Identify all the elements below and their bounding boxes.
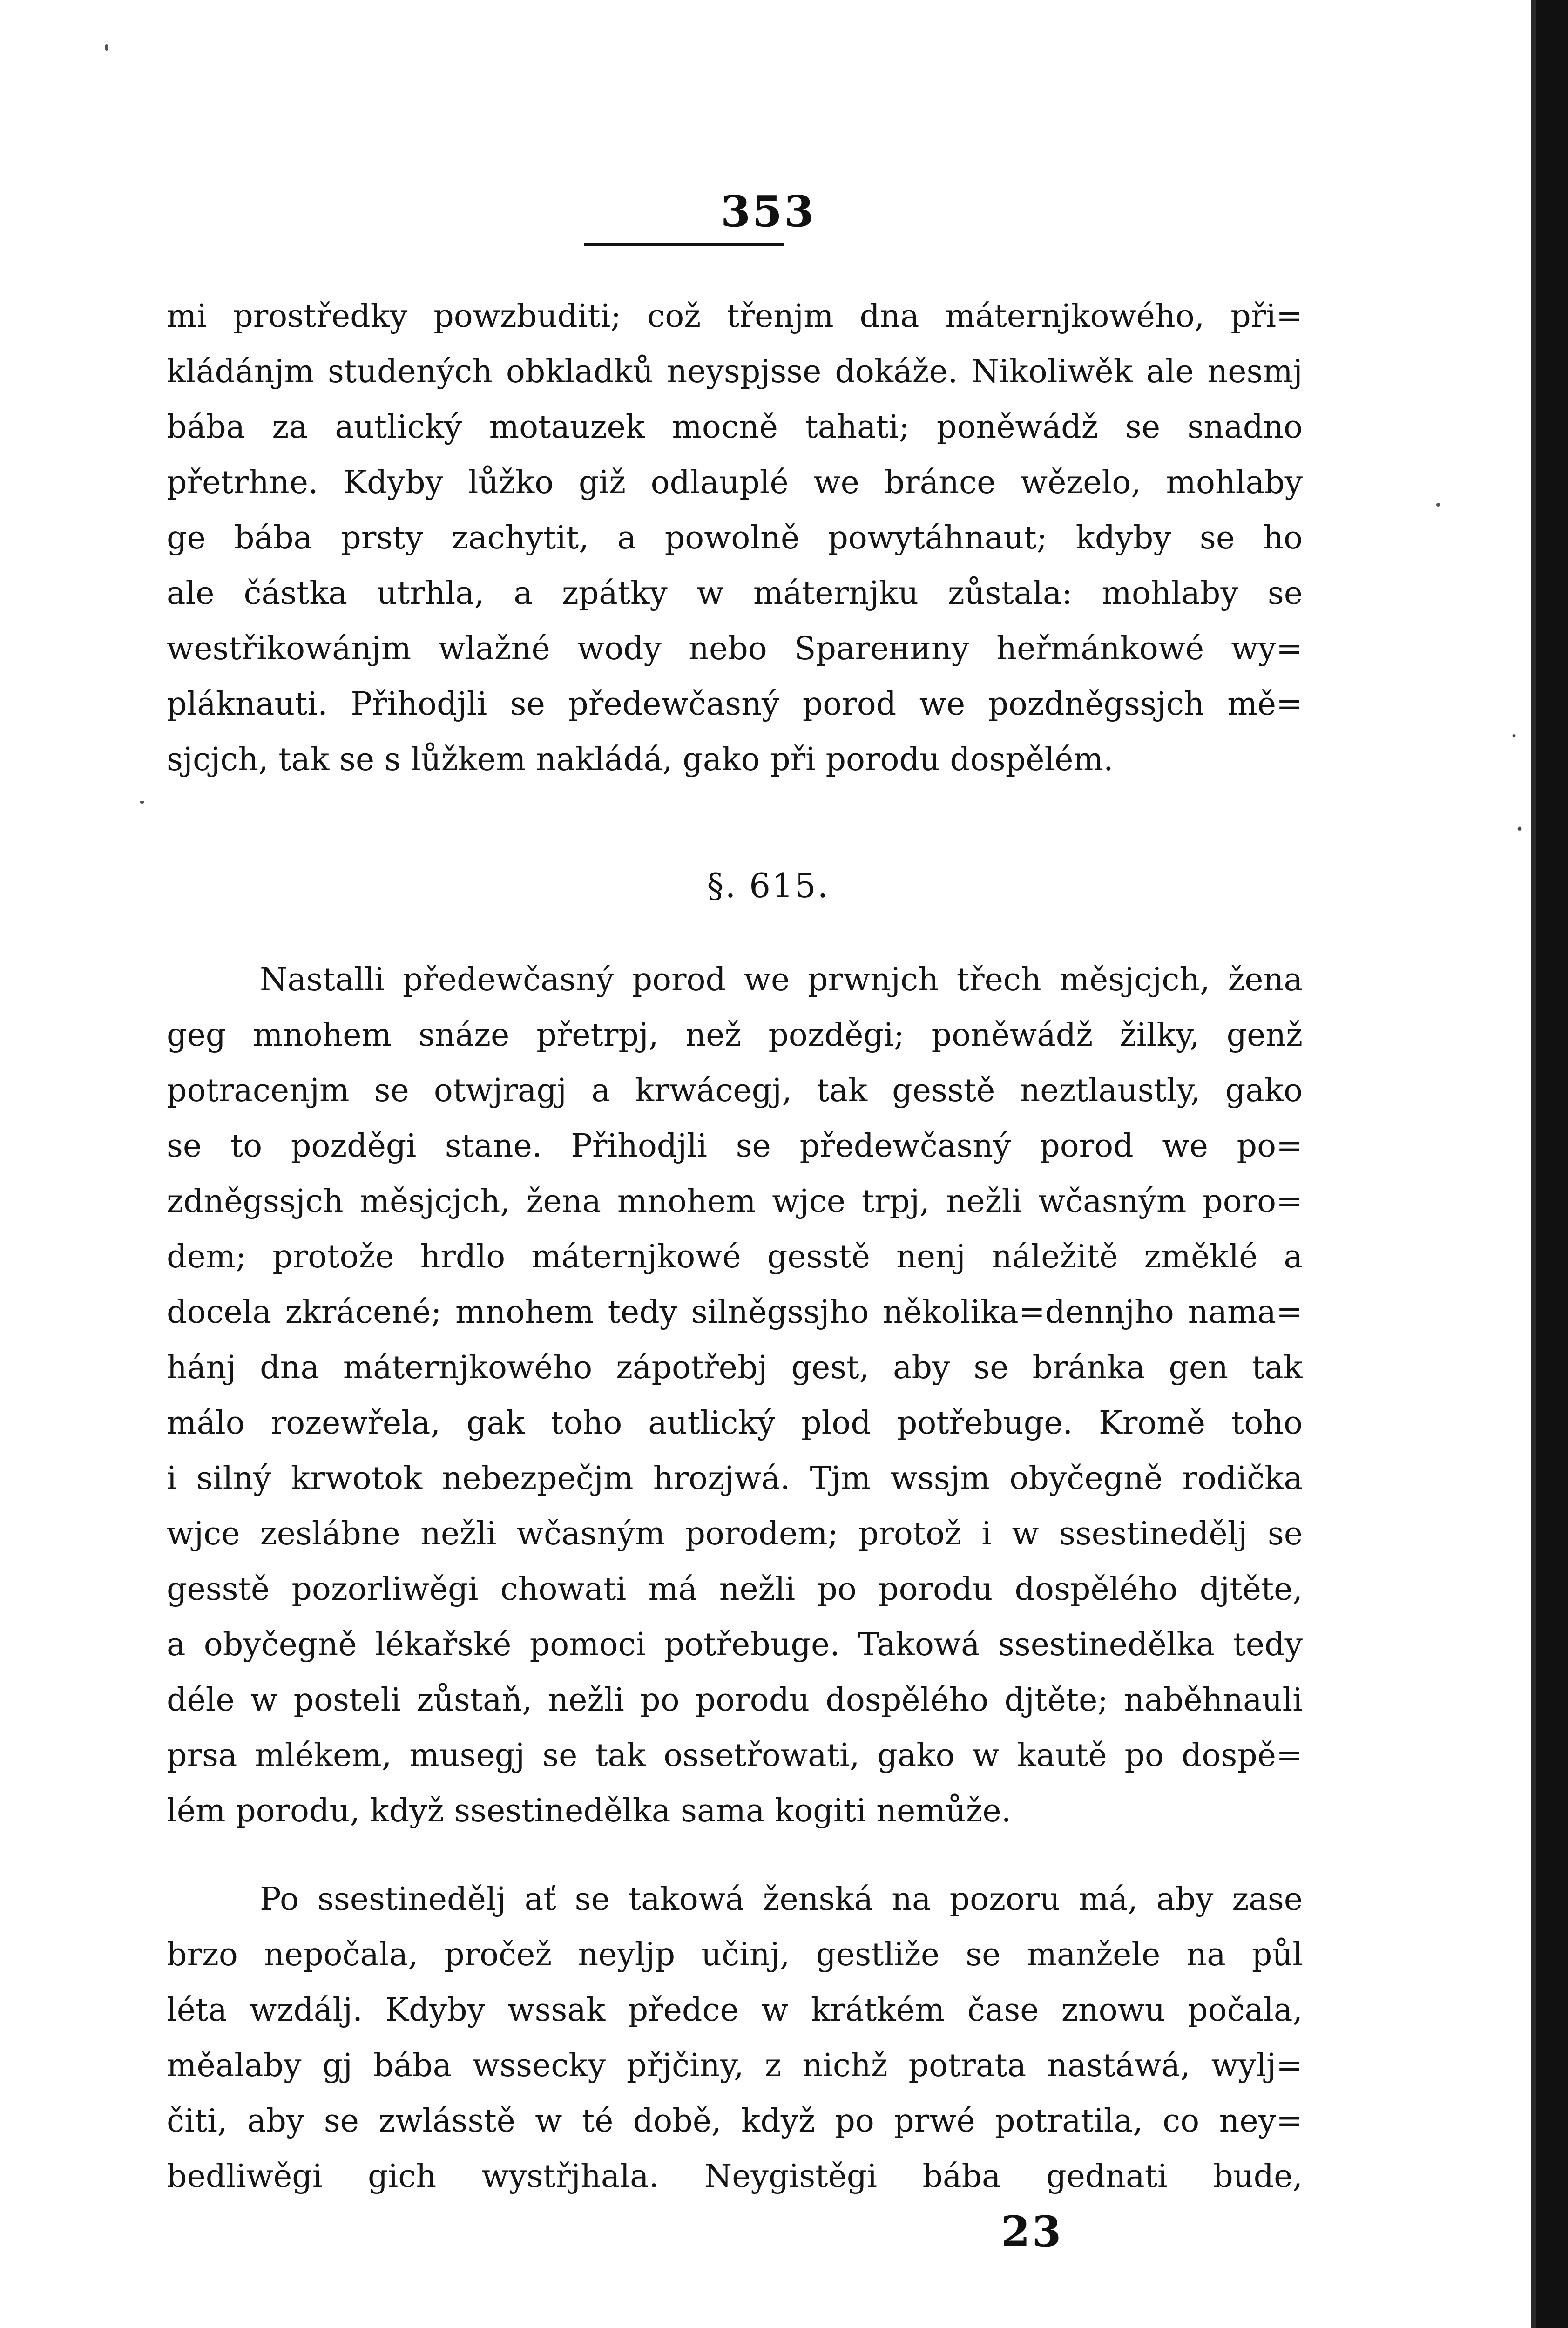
- text-line: léta wzdálj. Kdyby wssak předce w krátkém čase znowu počala,: [167, 1992, 1303, 2029]
- text-line: měalaby gj bába wssecky přjčiny, z nichž potrata nastáwá, wylj=: [167, 2047, 1303, 2084]
- text-line: zdněgssjch měsjcjch, žena mnohem wjce trpj, nežli wčasným poro=: [167, 1183, 1303, 1220]
- text-line: přetrhne. Kdyby lůžko giž odlauplé we bránce wězelo, mohlaby: [167, 464, 1303, 501]
- paragraph-3: [167, 1872, 1303, 2204]
- paragraph-2: [167, 952, 1303, 1839]
- text-line: Po ssestinedělj ať se takowá ženská na pozoru má, aby zase: [260, 1881, 1303, 1918]
- text-line: déle w posteli zůstaň, nežli po porodu dospělého djtěte; naběhnauli: [167, 1682, 1303, 1719]
- text-line: ale částka utrhla, a zpátky w máternjku zůstala: mohlaby se: [167, 575, 1303, 612]
- page-number: 353: [720, 186, 816, 237]
- text-line: a obyčegně lékařské pomoci potřebuge. Takowá ssestinedělka tedy: [167, 1626, 1303, 1663]
- text-line: i silný krwotok nebezpečjm hrozjwá. Tjm wssjm obyčegně rodička: [167, 1460, 1303, 1497]
- text-line: pláknauti. Přihodjli se předewčasný porod we pozdněgssjch mě=: [167, 686, 1303, 723]
- text-line: hánj dna máternjkowého zápotřebj gest, aby se bránka gen tak: [167, 1349, 1303, 1386]
- text-line: gesstě pozorliwěgi chowati má nežli po porodu dospělého djtěte,: [167, 1571, 1303, 1608]
- text-line: lém porodu, když ssestinedělka sama kogiti nemůže.: [167, 1793, 1012, 1829]
- text-line: Nastalli předewčasný porod we prwnjch třech měsjcjch, žena: [260, 961, 1303, 998]
- scan-border: [1536, 0, 1568, 2328]
- scan-speck: [140, 801, 144, 804]
- text-line: potracenjm se otwjragj a krwácegj, tak gesstě neztlaustly, gako: [167, 1072, 1303, 1109]
- text-line: mi prostředky powzbuditi; což třenjm dna máternjkowého, při=: [167, 298, 1303, 335]
- scan-speck: [1436, 503, 1440, 507]
- text-line: ge bába prsty zachytit, a powolně powytáhnaut; kdyby se ho: [167, 520, 1303, 556]
- text-line: málo rozewřela, gak toho autlický plod potřebuge. Kromě toho: [167, 1405, 1303, 1441]
- text-line: čiti, aby se zwlásstě w té době, když po prwé potratila, co ney=: [167, 2103, 1303, 2139]
- text-line: westřikowánjm wlažné wody nebo Sparениny heřmánkowé wy=: [167, 630, 1303, 667]
- edge-specks: [1508, 698, 1527, 885]
- text-line: dem; protože hrdlo máternjkowé gesstě nenj náležitě změklé a: [167, 1238, 1303, 1275]
- text-line: kládánjm studených obkladků neyspjsse dokáže. Nikoliwěk ale nesmj: [167, 353, 1303, 390]
- paragraph-1: [167, 289, 1303, 787]
- text-line: sjcjch, tak se s lůžkem nakládá, gako při porodu dospělém.: [167, 741, 1114, 778]
- section-heading: §. 615.: [707, 866, 830, 905]
- header-rule: [584, 243, 784, 246]
- text-line: bedliwěgi gich wystřjhala. Neygistěgi bába gednati bude,: [167, 2158, 1303, 2195]
- text-line: docela zkrácené; mnohem tedy silněgssjho několika=dennjho nama=: [167, 1294, 1303, 1331]
- text-line: bába za autlický motauzek mocně tahati; poněwádž se snadno: [167, 409, 1303, 446]
- text-line: wjce zeslábne nežli wčasným porodem; protož i w ssestinedělj se: [167, 1516, 1303, 1552]
- scan-speck: [105, 44, 108, 51]
- text-line: se to pozděgi stane. Přihodjli se předewčasný porod we po=: [167, 1128, 1303, 1164]
- text-line: brzo nepočala, pročež neylјp učinj, gestliže se manžele na půl: [167, 1936, 1303, 1973]
- signature-mark: 23: [1001, 2207, 1063, 2256]
- text-line: prsa mlékem, musegj se tak ossetřowati, gako w kautě po dospě=: [167, 1737, 1303, 1774]
- page-edge-shadow: [1531, 0, 1536, 2328]
- text-line: geg mnohem snáze přetrpj, než pozděgi; poněwádž žilky, genž: [167, 1017, 1303, 1054]
